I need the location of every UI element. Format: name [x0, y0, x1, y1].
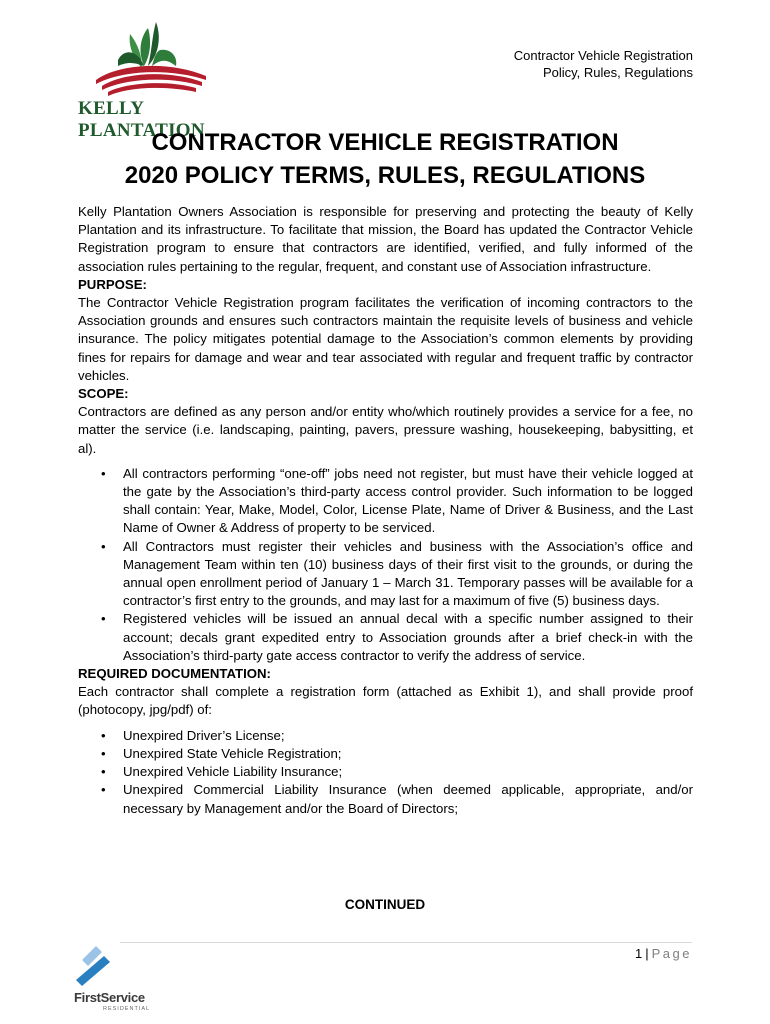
footer-divider — [120, 942, 692, 943]
documentation-heading: REQUIRED DOCUMENTATION: — [78, 666, 271, 682]
page-number-value: 1 — [635, 946, 643, 961]
firstservice-subtitle: RESIDENTIAL — [103, 1006, 151, 1012]
scope-list-item: • All Contractors must register their vehicles and business with the Association’s office and Management Team within ten (10) business days of their first visit to the grounds, or during the annual open enrollment period of January 1 – March 31. Temporary passes will be available for a contractor’s first entry to the grounds, and may last for a maximum of five (5) business days. — [123, 538, 693, 611]
documentation-paragraph: Each contractor shall complete a registration form (attached as Exhibit 1), and shall provide proof (photocopy, jpg/pdf) of: — [78, 684, 693, 718]
intro-paragraph: Kelly Plantation Owners Association is responsible for preserving and protecting the beauty of Kelly Plantation and its infrastructure. To facilitate that mission, the Board has updated the Contractor Vehicle Registration program to ensure that contractors are identified, verified, and fully informed of the association rules pertaining to the regular, frequent, and constant use of Association infrastructure. — [78, 204, 693, 274]
document-header — [514, 47, 693, 81]
document-body — [78, 203, 693, 818]
title-line-2: 2020 POLICY TERMS, RULES, REGULATIONS — [124, 162, 646, 189]
header-line-2: Policy, Rules, Regulations — [542, 65, 693, 80]
logo-wordmark: KELLY PLANTATION — [78, 98, 205, 141]
scope-heading: SCOPE: — [78, 386, 129, 402]
documentation-list-item: • Unexpired Vehicle Liability Insurance; — [123, 763, 693, 781]
kelly-plantation-logo — [78, 20, 248, 141]
plantation-emblem-icon — [78, 20, 248, 100]
scope-list — [78, 465, 693, 665]
scope-paragraph: Contractors are defined as any person and/or entity who/which routinely provides a service for a fee, no matter the service (i.e. landscaping, painting, pavers, pressure washing, housekeeping, babysitting, et al). — [78, 404, 693, 456]
documentation-list — [78, 727, 693, 818]
page-title — [0, 126, 770, 192]
scope-list-item: • All contractors performing “one-off” jobs need not register, but must have their vehicle logged at the gate by the Association’s third-party access control provider. Such information to be logged shall contain: Year, Make, Model, Color, License Plate, Name of Driver & Business, and the Last Name of Owner & Address of property to be serviced. — [123, 465, 693, 538]
header-line-1: Contractor Vehicle Registration — [513, 48, 693, 63]
documentation-list-item: • Unexpired Driver’s License; — [123, 727, 693, 745]
title-line-1: CONTRACTOR VEHICLE REGISTRATION — [151, 129, 619, 156]
firstservice-mark-icon — [74, 944, 114, 986]
firstservice-wordmark: FirstService — [74, 990, 145, 1005]
documentation-list-item: • Unexpired State Vehicle Registration; — [123, 745, 693, 763]
page-separator: | — [645, 946, 649, 961]
documentation-list-item: • Unexpired Commercial Liability Insurance (when deemed applicable, appropriate, and/or necessary by Management and/or the Board of Directors; — [123, 781, 693, 817]
purpose-heading: PURPOSE: — [78, 276, 147, 292]
purpose-paragraph: The Contractor Vehicle Registration program facilitates the verification of incoming contractors to the Association grounds and ensures such contractors maintain the requisite levels of business and vehicle insurance. The policy mitigates potential damage to the Association’s common elements by providing fines for repairs for damage and wear and tear associated with regular and frequent traffic by contractor vehicles. — [78, 295, 693, 383]
page-number — [635, 946, 692, 961]
scope-list-item: • Registered vehicles will be issued an annual decal with a specific number assigned to their account; decals grant expedited entry to Association grounds after a brief check-in with the Association’s third-party gate access contractor to verify the address of service. — [123, 610, 693, 665]
page-word: Page — [651, 946, 692, 961]
continued-label: CONTINUED — [344, 897, 426, 912]
